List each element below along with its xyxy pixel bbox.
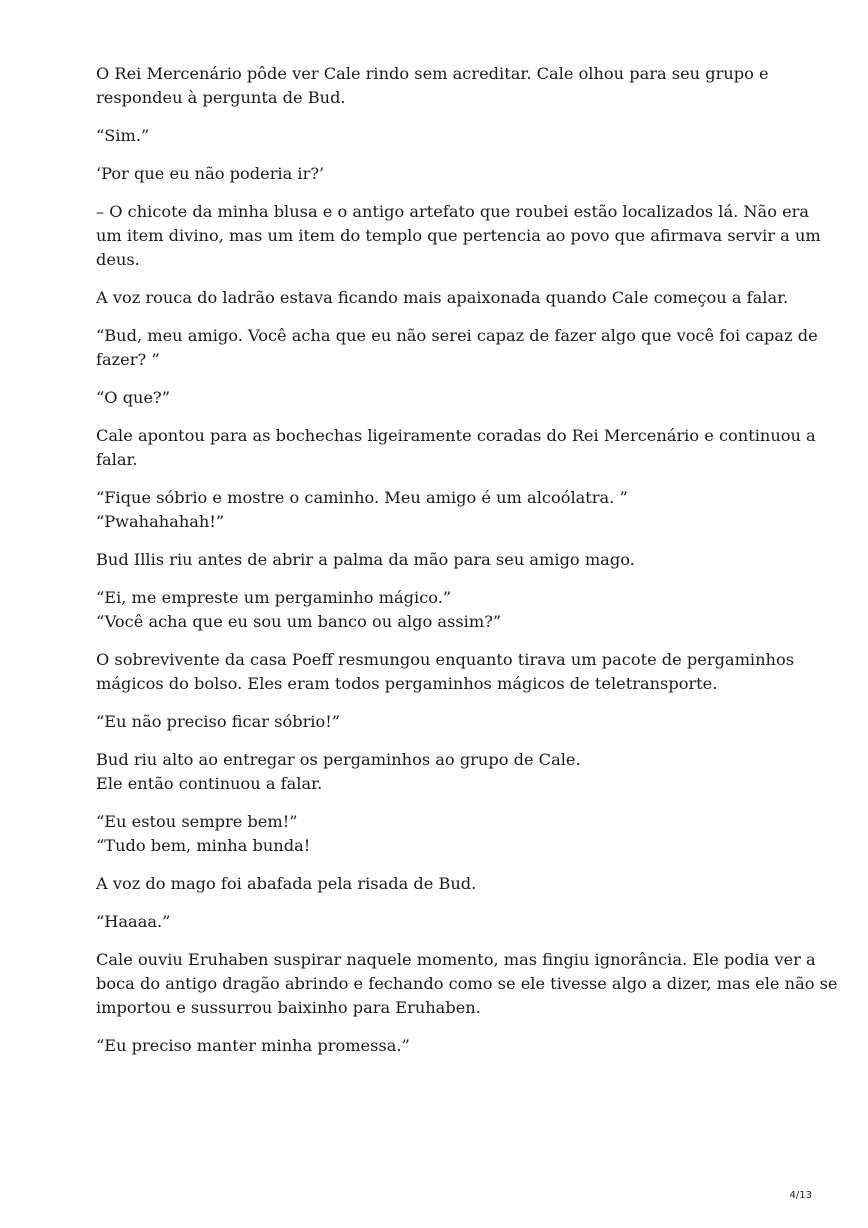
- text-line: falar.: [96, 450, 138, 469]
- text-line: ‘Por que eu não poderia ir?’: [96, 164, 325, 183]
- document-body: [96, 62, 838, 1072]
- text-line: “Eu não preciso ficar sóbrio!”: [96, 712, 341, 731]
- text-line: “Eu preciso manter minha promessa.”: [96, 1036, 410, 1055]
- text-line: fazer? ”: [96, 350, 160, 369]
- text-line: “Ei, me empreste um pergaminho mágico.”: [96, 588, 452, 607]
- paragraph: [96, 872, 796, 896]
- text-line: “O que?”: [96, 388, 171, 407]
- page-number: 4/13: [789, 1190, 812, 1201]
- text-line: respondeu à pergunta de Bud.: [96, 88, 346, 107]
- paragraph: [96, 424, 816, 472]
- text-line: A voz do mago foi abafada pela risada de Bud.: [96, 874, 477, 893]
- text-line: um item divino, mas um item do templo que pertencia ao povo que afirmava servir a um: [96, 226, 821, 245]
- paragraph: [96, 62, 796, 110]
- text-line: mágicos do bolso. Eles eram todos pergaminhos mágicos de teletransporte.: [96, 674, 718, 693]
- text-line: Bud riu alto ao entregar os pergaminhos ao grupo de Cale.: [96, 750, 581, 769]
- text-line: deus.: [96, 250, 140, 269]
- paragraph: [96, 748, 796, 796]
- paragraph: [96, 486, 796, 534]
- text-line: O sobrevivente da casa Poeff resmungou enquanto tirava um pacote de pergaminhos: [96, 650, 795, 669]
- text-line: Cale ouviu Eruhaben suspirar naquele momento, mas fingiu ignorância. Ele podia ver a: [96, 950, 816, 969]
- text-line: “Tudo bem, minha bunda!: [96, 836, 311, 855]
- paragraph: [96, 124, 796, 148]
- paragraph: [96, 1034, 796, 1058]
- paragraph: [96, 710, 796, 734]
- text-line: “Haaaa.”: [96, 912, 171, 931]
- paragraph: [96, 324, 818, 372]
- paragraph: [96, 648, 796, 696]
- text-line: Cale apontou para as bochechas ligeiramente coradas do Rei Mercenário e continuou a: [96, 426, 816, 445]
- paragraph: [96, 948, 838, 1020]
- text-line: – O chicote da minha blusa e o antigo artefato que roubei estão localizados lá. Não era: [96, 202, 810, 221]
- paragraph: [96, 286, 796, 310]
- text-line: “Você acha que eu sou um banco ou algo assim?”: [96, 612, 502, 631]
- text-line: “Bud, meu amigo. Você acha que eu não serei capaz de fazer algo que você foi capaz de: [96, 326, 818, 345]
- paragraph: [96, 548, 796, 572]
- text-line: importou e sussurrou baixinho para Eruhaben.: [96, 998, 481, 1017]
- paragraph: [96, 810, 796, 858]
- text-line: A voz rouca do ladrão estava ficando mais apaixonada quando Cale começou a falar.: [96, 288, 789, 307]
- paragraph: [96, 200, 821, 272]
- text-line: “Sim.”: [96, 126, 150, 145]
- paragraph: [96, 162, 796, 186]
- text-line: “Eu estou sempre bem!”: [96, 812, 298, 831]
- text-line: boca do antigo dragão abrindo e fechando como se ele tivesse algo a dizer, mas ele não se: [96, 974, 838, 993]
- text-line: Ele então continuou a falar.: [96, 774, 323, 793]
- paragraph: [96, 910, 796, 934]
- text-line: “Pwahahahah!”: [96, 512, 225, 531]
- text-line: O Rei Mercenário pôde ver Cale rindo sem acreditar. Cale olhou para seu grupo e: [96, 64, 769, 83]
- text-line: Bud Illis riu antes de abrir a palma da mão para seu amigo mago.: [96, 550, 635, 569]
- paragraph: [96, 386, 796, 410]
- text-line: “Fique sóbrio e mostre o caminho. Meu amigo é um alcoólatra. ”: [96, 488, 628, 507]
- paragraph: [96, 586, 796, 634]
